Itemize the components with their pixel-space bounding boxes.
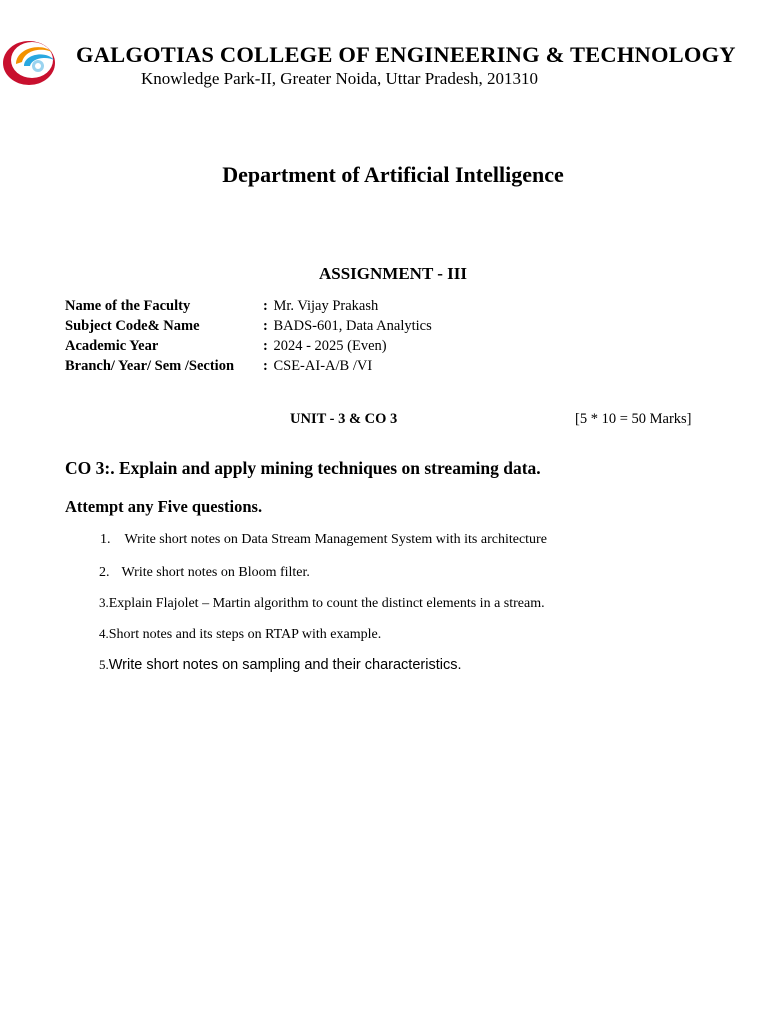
branch-label: Branch/ Year/ Sem /Section bbox=[65, 358, 235, 374]
faculty-label: Name of the Faculty bbox=[65, 298, 191, 314]
branch-value bbox=[263, 358, 372, 375]
question-text: Write short notes on sampling and their characteristics. bbox=[108, 657, 462, 673]
question-number: 3. bbox=[99, 595, 109, 610]
question-item bbox=[100, 530, 547, 548]
separator: : bbox=[263, 338, 268, 354]
question-number: 2. bbox=[99, 565, 110, 580]
question-text: Write short notes on Data Stream Management System with its architecture bbox=[124, 532, 547, 547]
subject-value bbox=[263, 318, 432, 335]
college-name: GALGOTIAS COLLEGE OF ENGINEERING & TECHNOLOGY bbox=[76, 42, 736, 67]
college-address: Knowledge Park-II, Greater Noida, Uttar Pradesh, 201310 bbox=[141, 69, 539, 88]
question-text: Write short notes on Bloom filter. bbox=[121, 565, 310, 580]
branch: CSE-AI-A/B /VI bbox=[273, 358, 373, 374]
separator: : bbox=[263, 318, 268, 334]
question-text: Short notes and its steps on RTAP with example. bbox=[108, 627, 382, 642]
marks-info: [5 * 10 = 50 Marks] bbox=[575, 411, 692, 427]
college-logo-icon bbox=[2, 36, 60, 88]
separator: : bbox=[263, 298, 268, 314]
separator: : bbox=[263, 358, 268, 374]
faculty-name: Mr. Vijay Prakash bbox=[273, 298, 379, 314]
question-item bbox=[99, 594, 545, 612]
unit-heading: UNIT - 3 & CO 3 bbox=[290, 411, 398, 427]
subject-label: Subject Code& Name bbox=[65, 318, 200, 334]
question-item bbox=[99, 656, 461, 674]
question-number: 5. bbox=[99, 657, 109, 672]
question-item bbox=[99, 563, 310, 581]
academic-year-label: Academic Year bbox=[65, 338, 159, 354]
course-outcome: CO 3:. Explain and apply mining techniques on streaming data. bbox=[65, 458, 541, 478]
department-title: Department of Artificial Intelligence bbox=[222, 162, 564, 187]
academic-year-value bbox=[263, 338, 387, 355]
question-number: 1. bbox=[100, 532, 111, 547]
question-text: Explain Flajolet – Martin algorithm to count the distinct elements in a stream. bbox=[108, 596, 545, 611]
question-item bbox=[99, 625, 381, 643]
subject-name: BADS-601, Data Analytics bbox=[273, 318, 432, 334]
faculty-value bbox=[263, 298, 378, 315]
assignment-title: ASSIGNMENT - III bbox=[318, 264, 467, 283]
instruction: Attempt any Five questions. bbox=[65, 497, 263, 516]
question-number: 4. bbox=[99, 626, 109, 641]
academic-year: 2024 - 2025 (Even) bbox=[273, 338, 387, 354]
